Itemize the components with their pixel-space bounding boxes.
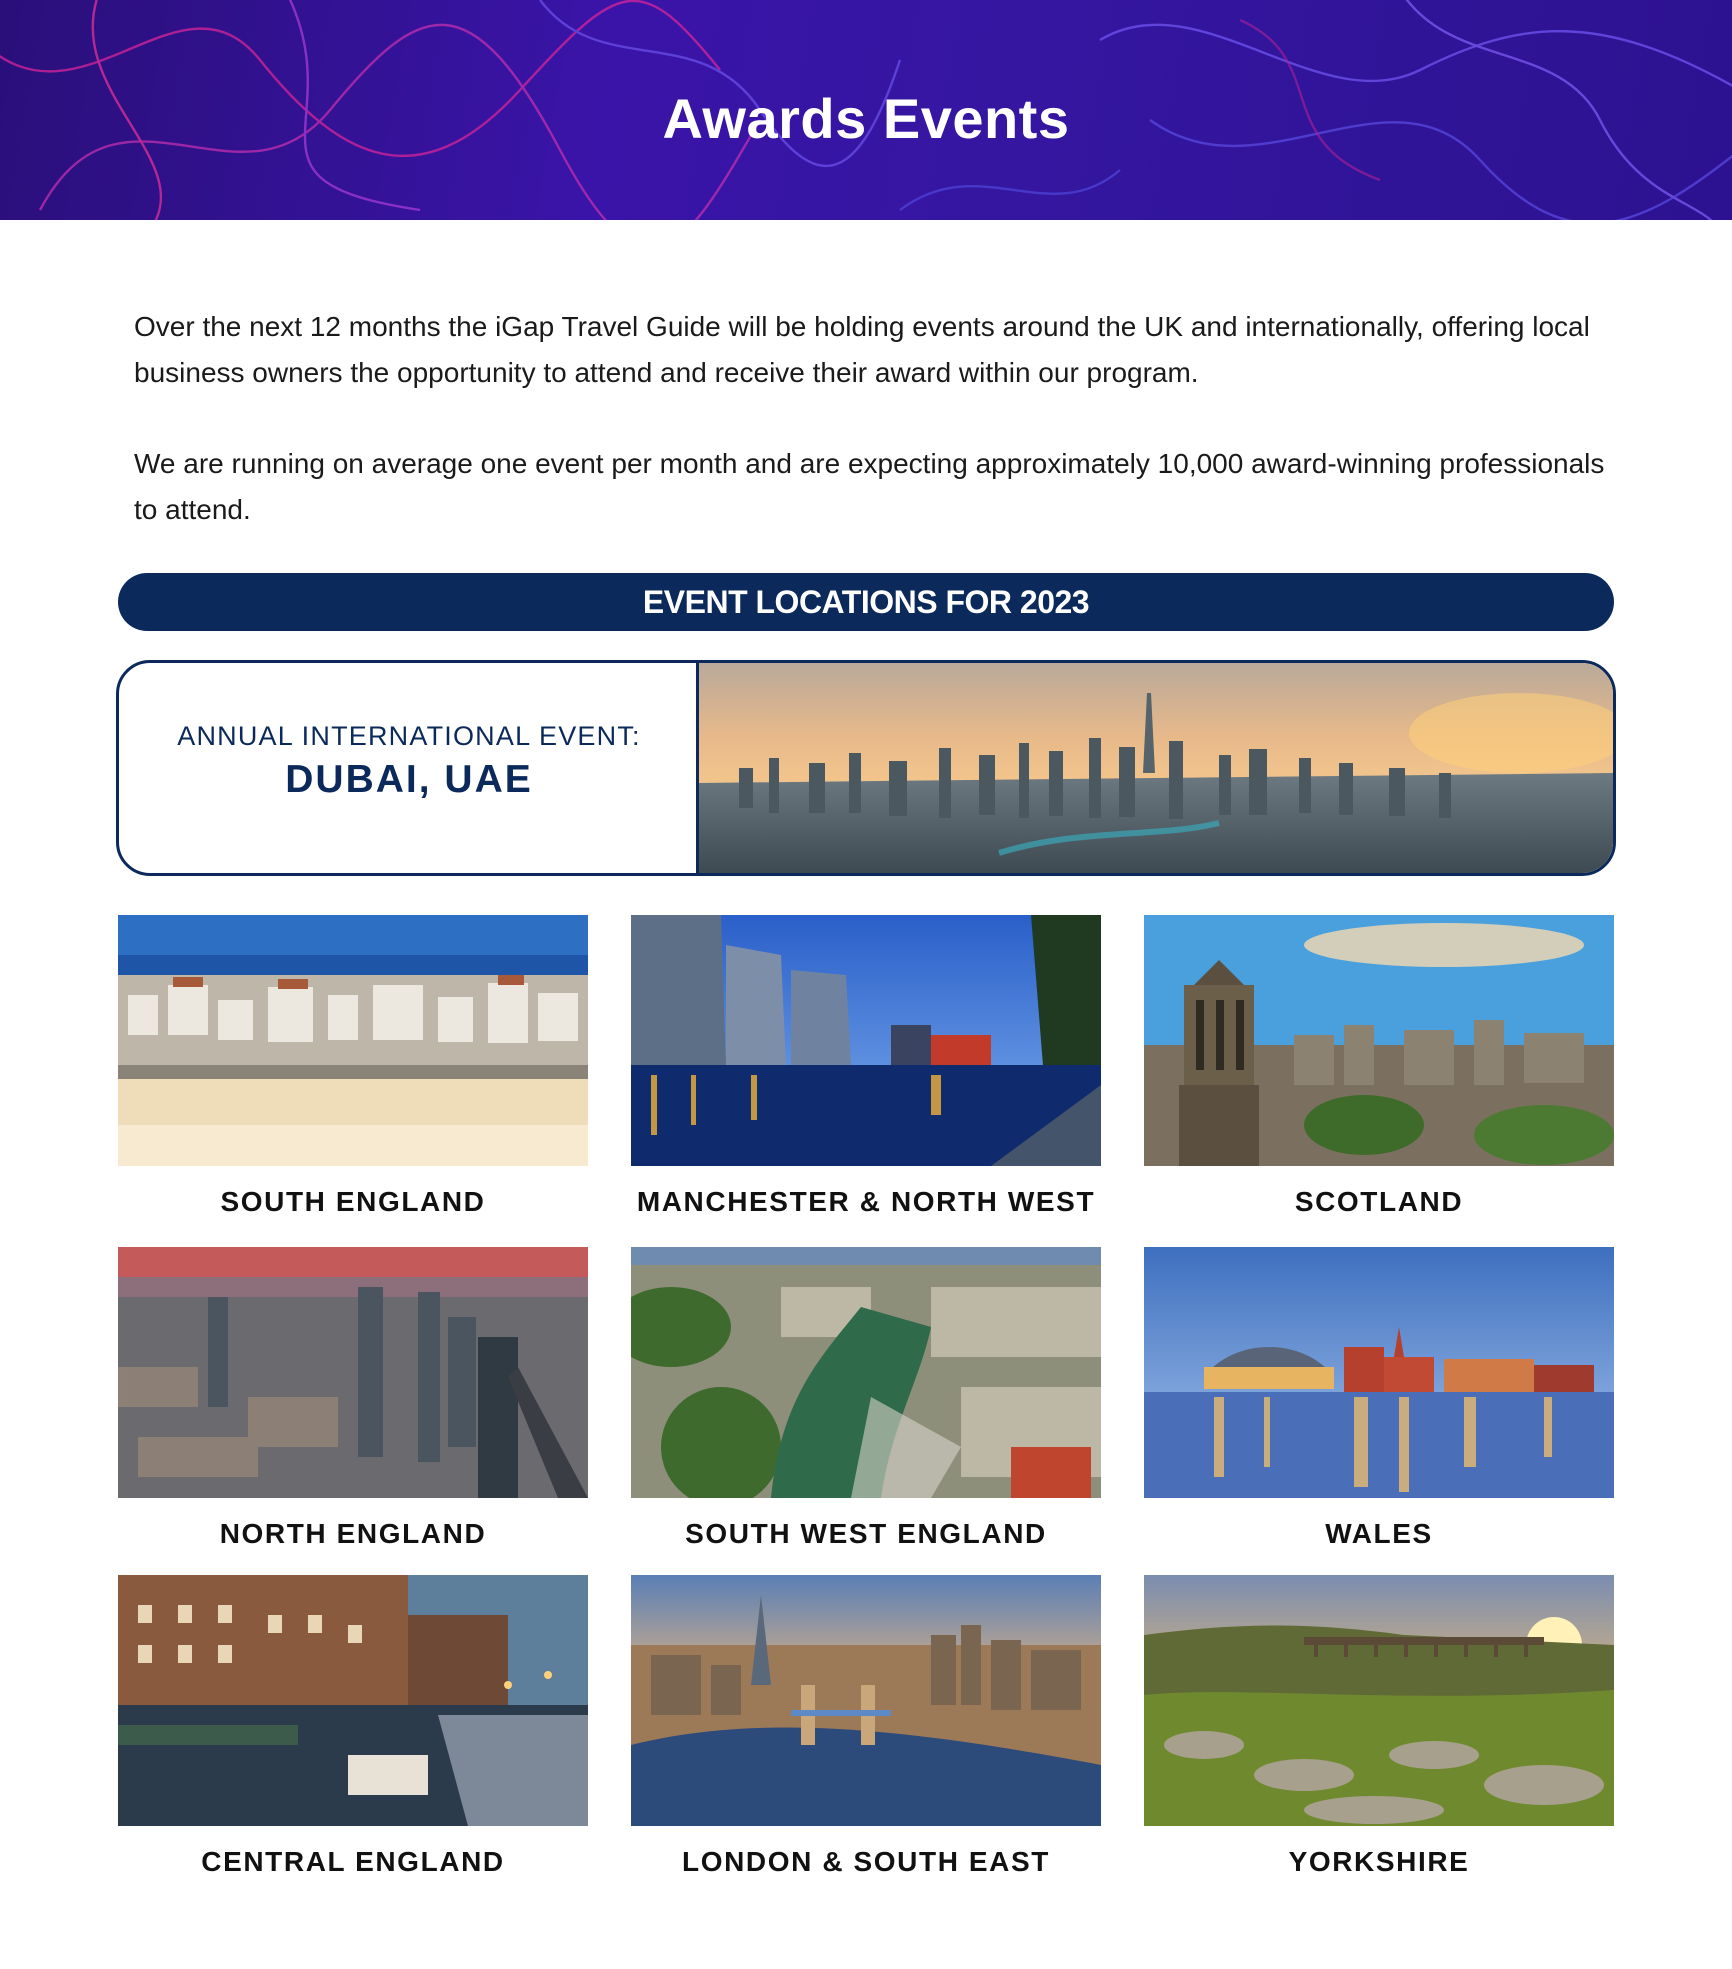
location-tile-manchester-north-west	[631, 915, 1101, 1218]
location-tile-south-west-england	[631, 1247, 1101, 1550]
north-england-photo	[118, 1247, 588, 1498]
location-label: YORKSHIRE	[1288, 1846, 1470, 1877]
location-label: LONDON & SOUTH EAST	[682, 1846, 1050, 1877]
location-tile-scotland	[1144, 915, 1614, 1218]
location-label: NORTH ENGLAND	[219, 1518, 487, 1549]
south-west-england-photo	[631, 1247, 1101, 1498]
central-england-photo	[118, 1575, 588, 1826]
international-event-city: DUBAI, UAE	[285, 757, 533, 801]
location-label: SCOTLAND	[1294, 1186, 1464, 1217]
location-tile-north-england	[118, 1247, 588, 1550]
intro-paragraph-2: We are running on average one event per month and are expecting approximately 10,000 award-winning professionals to attend.	[134, 448, 1605, 525]
location-tile-yorkshire	[1144, 1575, 1614, 1878]
location-label: SOUTH WEST ENGLAND	[685, 1518, 1047, 1549]
event-locations-header-label: EVENT LOCATIONS FOR 2023	[642, 583, 1090, 620]
location-label: SOUTH ENGLAND	[220, 1186, 486, 1217]
location-tile-south-england	[118, 915, 588, 1218]
scotland-photo	[1144, 915, 1614, 1166]
header-banner	[0, 0, 1732, 220]
manchester-photo	[631, 915, 1101, 1166]
international-event-text	[119, 663, 699, 873]
event-locations-header	[118, 573, 1614, 631]
london-photo	[631, 1575, 1101, 1826]
dubai-skyline-photo	[699, 663, 1616, 873]
location-label: MANCHESTER & NORTH WEST	[636, 1186, 1096, 1217]
location-label: WALES	[1325, 1518, 1433, 1549]
location-tile-central-england	[118, 1575, 588, 1878]
international-event-eyebrow: ANNUAL INTERNATIONAL EVENT:	[177, 720, 641, 751]
location-tile-wales	[1144, 1247, 1614, 1550]
south-england-photo	[118, 915, 588, 1166]
intro-paragraph-1: Over the next 12 months the iGap Travel Guide will be holding events around the UK and internationally, offering local business owners the opportunity to attend and receive their award within our program.	[134, 311, 1590, 388]
wales-photo	[1144, 1247, 1614, 1498]
yorkshire-photo	[1144, 1575, 1614, 1826]
location-tile-london-south-east	[631, 1575, 1101, 1878]
page-title: Awards Events	[662, 87, 1070, 150]
international-event-card	[116, 660, 1616, 876]
location-label: CENTRAL ENGLAND	[201, 1846, 505, 1877]
